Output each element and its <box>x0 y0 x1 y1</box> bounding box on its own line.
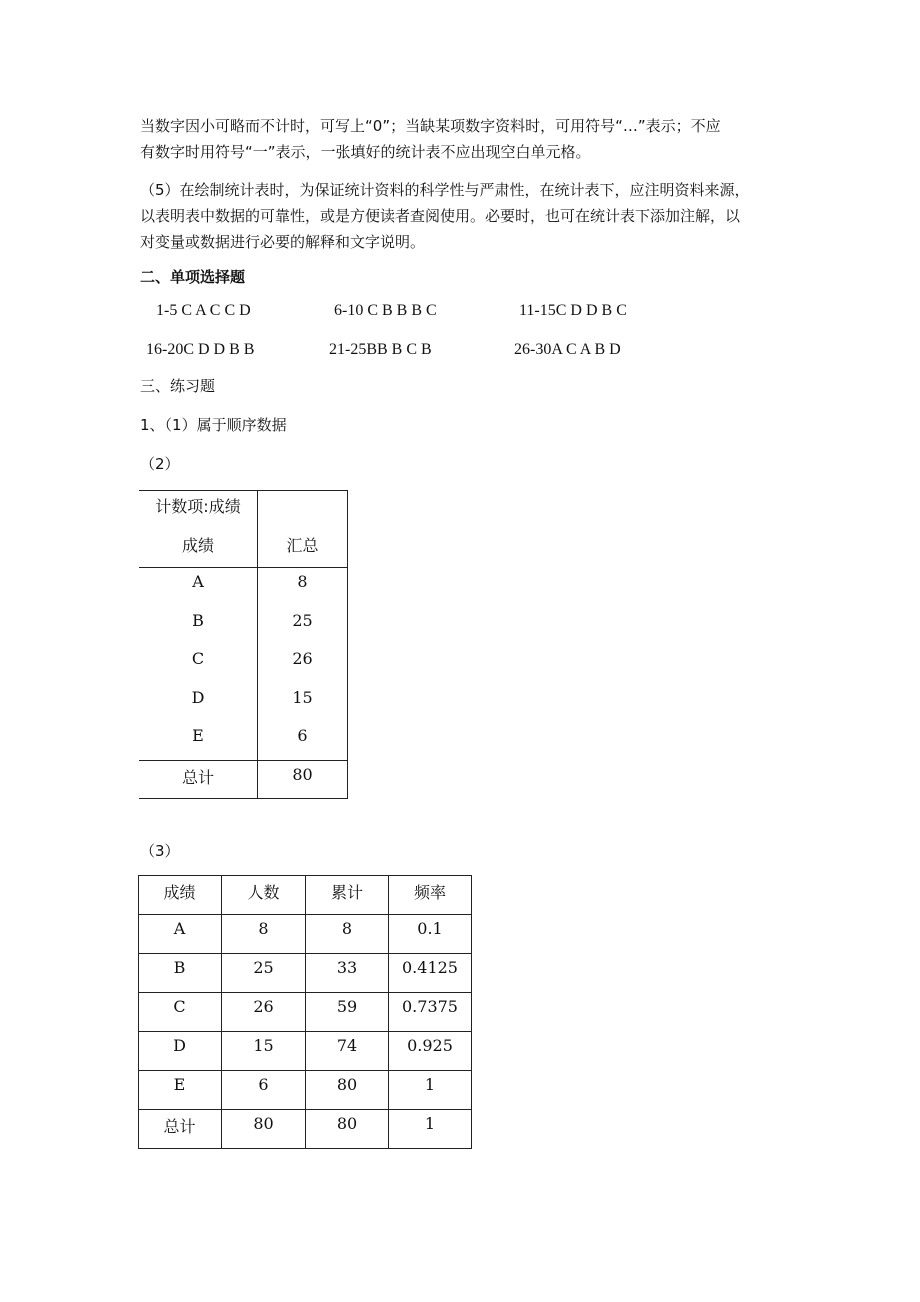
answer-group: 21-25BB B C B <box>329 341 432 358</box>
table-cell: C <box>191 649 205 668</box>
question-1-part-1: 1、（1）属于顺序数据 <box>140 416 287 434</box>
table-cell: 15 <box>292 688 313 707</box>
table-border <box>471 875 472 1149</box>
table-cell: 0.925 <box>407 1036 453 1055</box>
answer-group: 6-10 C B B B C <box>334 302 437 319</box>
table-cell: 80 <box>336 1114 358 1133</box>
table-cell: 6 <box>297 726 308 745</box>
answer-group: 1-5 C A C C D <box>156 302 251 319</box>
total-value: 80 <box>292 765 313 784</box>
paragraph-1-line-1: 当数字因小可略而不计时，可写上“0”；当缺某项数字资料时，可用符号“…”表示；不应 <box>140 117 721 135</box>
column-header-frequency: 频率 <box>413 883 446 902</box>
column-header-count: 人数 <box>247 883 280 902</box>
table-border <box>347 490 348 799</box>
column-header-cumulative: 累计 <box>330 883 363 902</box>
table-cell: 6 <box>258 1075 269 1094</box>
total-label: 总计 <box>163 1117 196 1136</box>
table-cell: D <box>173 1036 186 1055</box>
paragraph-2-line-2: 以表明表中数据的可靠性，或是方便读者查阅使用。必要时，也可在统计表下添加注解，以 <box>140 207 741 225</box>
question-1-part-3-label: （3） <box>140 842 180 860</box>
question-1-part-2-label: （2） <box>140 455 180 473</box>
section-heading-exercises: 三、练习题 <box>140 377 216 395</box>
table-cell: 26 <box>292 649 313 668</box>
table-cell: 0.1 <box>417 919 443 938</box>
table-border <box>139 760 348 761</box>
table-cell: B <box>192 611 204 630</box>
table-border <box>139 490 348 491</box>
paragraph-2-line-1: （5）在绘制统计表时，为保证统计资料的科学性与严肃性，在统计表下，应注明资料来源， <box>140 181 750 199</box>
table-cell: 74 <box>336 1036 358 1055</box>
pivot-header-total: 汇总 <box>286 536 319 555</box>
paragraph-1-line-2: 有数字时用符号“一”表示，一张填好的统计表不应出现空白单元格。 <box>140 143 591 161</box>
table-cell: A <box>192 572 204 591</box>
table-border <box>139 567 348 568</box>
paragraph-2-line-3: 对变量或数据进行必要的解释和文字说明。 <box>140 233 426 251</box>
table-cell: 80 <box>336 1075 358 1094</box>
answer-group: 16-20C D D B B <box>146 341 255 358</box>
table-cell: 8 <box>297 572 308 591</box>
table-cell: 80 <box>253 1114 274 1133</box>
table-cell: 0.4125 <box>402 958 458 977</box>
table-cell: C <box>173 997 186 1016</box>
answer-group: 26-30A C A B D <box>514 341 621 358</box>
table-cell: 0.7375 <box>402 997 458 1016</box>
table-cell: A <box>173 919 186 938</box>
table-cell: 1 <box>424 1075 436 1094</box>
table-border <box>139 798 348 799</box>
table-cell: 33 <box>336 958 358 977</box>
answer-group: 11-15C D D B C <box>519 302 627 319</box>
table-cell: 1 <box>424 1114 436 1133</box>
table-cell: 25 <box>253 958 274 977</box>
table-cell: E <box>173 1075 186 1094</box>
table-cell: 15 <box>253 1036 274 1055</box>
table-cell: 25 <box>292 611 313 630</box>
table-cell: 59 <box>336 997 358 1016</box>
table-cell: E <box>192 726 204 745</box>
total-label: 总计 <box>181 768 214 787</box>
column-header-grade: 成绩 <box>163 883 196 902</box>
table-cell: D <box>191 688 205 707</box>
pivot-header-grade: 成绩 <box>181 536 214 555</box>
section-heading-multiple-choice: 二、单项选择题 <box>140 268 246 286</box>
table-cell: 8 <box>341 919 353 938</box>
table-cell: 8 <box>258 919 269 938</box>
table-cell: B <box>173 958 186 977</box>
pivot-header-title: 计数项:成绩 <box>155 497 241 516</box>
table-cell: 26 <box>253 997 274 1016</box>
